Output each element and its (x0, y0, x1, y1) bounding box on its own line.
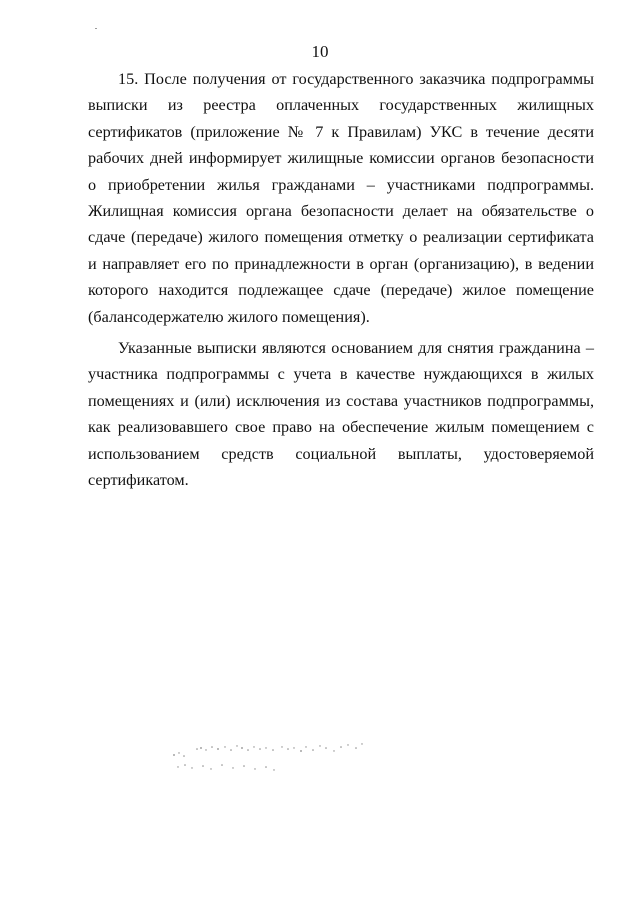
paragraph-15: 15. После получения от государственного заказчика подпрограммы выписки из реестра оплаченных государственных жилищных сертификатов (приложение № 7 к Правилам) УКС в течение десяти рабочих дней информирует жилищные комиссии органов безопасности о приобретении жилья гражданами – участниками подпрограммы. Жилищная комиссия органа безопасности делает на обязательстве о сдаче (передаче) жилого помещения отметку о реализации сертификата и направляет его по принадлежности в орган (организацию), в ведении которого находится подлежащее сдаче (передаче) жилое помещение (балансодержателю жилого помещения). (88, 70, 594, 326)
page-number: 10 (311, 42, 329, 61)
scan-noise-mark (170, 735, 370, 780)
scan-speck (95, 28, 97, 29)
paragraph-statements: Указанные выписки являются основанием для снятия гражданина – участника подпрограммы с учета в качестве нуждающихся в жилых помещениях и (или) исключения из состава участников подпрограммы, как реализовавшего свое право на обеспечение жилым помещением с использованием средств социальной выплаты, удостоверяемой сертификатом. (88, 339, 594, 490)
